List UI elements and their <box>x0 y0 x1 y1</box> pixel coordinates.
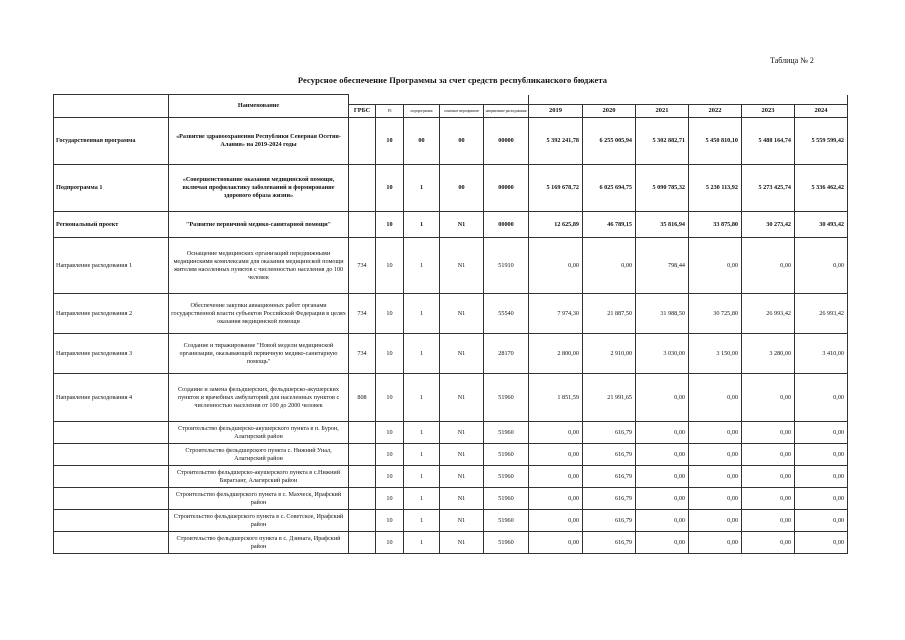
cell-subprogram: 1 <box>404 294 440 334</box>
cell-main-event: N1 <box>440 444 484 466</box>
cell-year-value: 31 988,50 <box>636 294 689 334</box>
cell-main-event: N1 <box>440 422 484 444</box>
cell-subprogram: 1 <box>404 466 440 488</box>
cell-year-value: 30 493,42 <box>795 212 848 238</box>
cell-year-value: 0,00 <box>795 510 848 532</box>
cell-year-value: 0,00 <box>636 532 689 554</box>
cell-direction: 51960 <box>484 422 529 444</box>
cell-year-value: 0,00 <box>742 238 795 294</box>
cell-year-value: 5 169 678,72 <box>529 165 583 212</box>
row-label: Направление расходования 3 <box>54 334 169 374</box>
cell-direction: 28170 <box>484 334 529 374</box>
cell-grbs: 734 <box>349 334 376 374</box>
cell-year-value: 5 488 164,74 <box>742 118 795 165</box>
table-row <box>54 212 848 238</box>
cell-main-event: N1 <box>440 466 484 488</box>
cell-rz: 10 <box>376 118 404 165</box>
cell-rz: 10 <box>376 238 404 294</box>
cell-year-value: 0,00 <box>795 532 848 554</box>
header-rz: РЗ <box>376 105 404 118</box>
cell-year-value: 0,00 <box>795 466 848 488</box>
header-year: 2020 <box>583 105 636 118</box>
cell-year-value: 21 887,50 <box>583 294 636 334</box>
cell-year-value: 0,00 <box>795 238 848 294</box>
table-row <box>54 334 848 374</box>
cell-grbs <box>349 212 376 238</box>
cell-grbs <box>349 422 376 444</box>
table-row <box>54 294 848 334</box>
cell-rz: 10 <box>376 532 404 554</box>
cell-year-value: 30 725,80 <box>689 294 742 334</box>
row-label: Направление расходования 2 <box>54 294 169 334</box>
cell-year-value: 0,00 <box>689 238 742 294</box>
cell-direction: 00000 <box>484 165 529 212</box>
cell-main-event: N1 <box>440 294 484 334</box>
cell-year-value: 0,00 <box>529 532 583 554</box>
cell-year-value: 5 090 785,32 <box>636 165 689 212</box>
row-label <box>54 444 169 466</box>
table-row <box>54 118 848 165</box>
row-label: Направление расходования 4 <box>54 374 169 422</box>
cell-direction: 51960 <box>484 532 529 554</box>
cell-main-event: 00 <box>440 165 484 212</box>
table-row <box>54 165 848 212</box>
cell-main-event: N1 <box>440 334 484 374</box>
cell-year-value: 616,79 <box>583 444 636 466</box>
cell-subprogram: 00 <box>404 118 440 165</box>
row-label <box>54 488 169 510</box>
header-direction: направление расходования <box>484 105 529 118</box>
cell-subprogram: 1 <box>404 238 440 294</box>
resource-table <box>53 94 848 554</box>
cell-rz: 10 <box>376 165 404 212</box>
cell-rz: 10 <box>376 374 404 422</box>
cell-year-value: 0,00 <box>742 532 795 554</box>
cell-year-value: 616,79 <box>583 532 636 554</box>
cell-year-value: 2 800,00 <box>529 334 583 374</box>
cell-year-value: 0,00 <box>529 238 583 294</box>
row-label: Подпрограмма 1 <box>54 165 169 212</box>
cell-subprogram: 1 <box>404 488 440 510</box>
cell-year-value: 616,79 <box>583 488 636 510</box>
cell-subprogram: 1 <box>404 165 440 212</box>
cell-year-value: 616,79 <box>583 466 636 488</box>
cell-year-value: 0,00 <box>742 510 795 532</box>
header-subprogram: подпрограмма <box>404 105 440 118</box>
cell-year-value: 0,00 <box>742 422 795 444</box>
cell-year-value: 0,00 <box>583 238 636 294</box>
cell-year-value: 21 991,65 <box>583 374 636 422</box>
cell-year-value: 0,00 <box>529 510 583 532</box>
table-row <box>54 532 848 554</box>
cell-year-value: 0,00 <box>795 488 848 510</box>
cell-year-value: 0,00 <box>529 422 583 444</box>
cell-grbs <box>349 118 376 165</box>
row-name: Оснащение медицинских организаций передвижными медицинскими комплексами для оказания медицинской помощи жителям населенных пунктов с численностью населения до 100 человек <box>169 238 349 294</box>
cell-direction: 51960 <box>484 374 529 422</box>
cell-year-value: 46 789,15 <box>583 212 636 238</box>
header-year: 2022 <box>689 105 742 118</box>
cell-main-event: N1 <box>440 510 484 532</box>
cell-grbs: 734 <box>349 238 376 294</box>
cell-year-value: 7 974,30 <box>529 294 583 334</box>
cell-direction: 00000 <box>484 118 529 165</box>
cell-main-event: N1 <box>440 212 484 238</box>
table-row <box>54 488 848 510</box>
cell-year-value: 0,00 <box>636 510 689 532</box>
cell-year-value: 1 851,59 <box>529 374 583 422</box>
row-name: Строительство фельдшерско-акушерского пункта в п. Бурон, Алагирский район <box>169 422 349 444</box>
row-name: Строительство фельдшерско-акушерского пункта в с.Нижний Бирагзанг, Алагирский район <box>169 466 349 488</box>
cell-year-value: 0,00 <box>689 422 742 444</box>
cell-year-value: 5 336 462,42 <box>795 165 848 212</box>
cell-year-value: 3 150,00 <box>689 334 742 374</box>
cell-year-value: 6 025 694,75 <box>583 165 636 212</box>
cell-subprogram: 1 <box>404 444 440 466</box>
cell-year-value: 0,00 <box>529 444 583 466</box>
cell-year-value: 26 993,42 <box>795 294 848 334</box>
header-year: 2019 <box>529 105 583 118</box>
cell-main-event: N1 <box>440 488 484 510</box>
cell-main-event: N1 <box>440 532 484 554</box>
row-label: Направление расходования 1 <box>54 238 169 294</box>
cell-direction: 51960 <box>484 444 529 466</box>
cell-rz: 10 <box>376 466 404 488</box>
cell-year-value: 0,00 <box>742 466 795 488</box>
cell-subprogram: 1 <box>404 334 440 374</box>
cell-year-value: 3 280,00 <box>742 334 795 374</box>
cell-year-value: 5 392 241,78 <box>529 118 583 165</box>
cell-direction: 00000 <box>484 212 529 238</box>
row-name: Создание и тиражирование "Новой модели медицинской организации, оказывающей первичную медико-санитарную помощь" <box>169 334 349 374</box>
cell-year-value: 0,00 <box>689 510 742 532</box>
cell-year-value: 616,79 <box>583 510 636 532</box>
cell-direction: 51960 <box>484 488 529 510</box>
cell-year-value: 12 625,89 <box>529 212 583 238</box>
cell-year-value: 5 230 113,92 <box>689 165 742 212</box>
cell-year-value: 26 993,42 <box>742 294 795 334</box>
row-name: Строительство фельдшерского пункта в с. Советское, Ирафский район <box>169 510 349 532</box>
cell-year-value: 5 559 599,42 <box>795 118 848 165</box>
row-label <box>54 466 169 488</box>
cell-year-value: 0,00 <box>529 488 583 510</box>
cell-year-value: 30 273,42 <box>742 212 795 238</box>
cell-year-value: 0,00 <box>689 444 742 466</box>
header-year: 2023 <box>742 105 795 118</box>
row-label <box>54 510 169 532</box>
cell-year-value: 0,00 <box>636 488 689 510</box>
header-year: 2024 <box>795 105 848 118</box>
cell-year-value: 0,00 <box>689 488 742 510</box>
cell-subprogram: 1 <box>404 212 440 238</box>
row-label <box>54 422 169 444</box>
cell-subprogram: 1 <box>404 374 440 422</box>
cell-rz: 10 <box>376 422 404 444</box>
table-row <box>54 510 848 532</box>
header-name: Наименование <box>169 95 349 118</box>
row-name: «Совершенствование оказания медицинской помощи, включая профилактику заболеваний и формирование здорового образа жизни» <box>169 165 349 212</box>
cell-year-value: 0,00 <box>795 422 848 444</box>
row-name: "Развитие первичной медико-санитарной помощи" <box>169 212 349 238</box>
cell-grbs <box>349 532 376 554</box>
table-body <box>54 118 848 554</box>
cell-grbs <box>349 510 376 532</box>
cell-year-value: 0,00 <box>689 532 742 554</box>
row-name: Строительство фельдшерского пункта в с. Дзинага, Ирафский район <box>169 532 349 554</box>
table-row <box>54 374 848 422</box>
table-row <box>54 444 848 466</box>
cell-year-value: 0,00 <box>636 466 689 488</box>
header-main-event: основное мероприятие <box>440 105 484 118</box>
row-name: Создание и замена фельдшерских, фельдшерско-акушерских пунктов и врачебных амбулаторий для населенных пунктов с численностью населения от 100 до 2000 человек <box>169 374 349 422</box>
cell-year-value: 0,00 <box>689 374 742 422</box>
cell-subprogram: 1 <box>404 510 440 532</box>
cell-main-event: N1 <box>440 374 484 422</box>
cell-year-value: 5 273 425,74 <box>742 165 795 212</box>
row-name: Строительство фельдшерского пункта с. Нижний Унал, Алагирский район <box>169 444 349 466</box>
cell-grbs <box>349 466 376 488</box>
cell-year-value: 3 410,00 <box>795 334 848 374</box>
table-row <box>54 238 848 294</box>
cell-subprogram: 1 <box>404 532 440 554</box>
cell-year-value: 0,00 <box>795 444 848 466</box>
cell-year-value: 0,00 <box>742 488 795 510</box>
cell-year-value: 616,79 <box>583 422 636 444</box>
cell-year-value: 5 302 882,71 <box>636 118 689 165</box>
cell-grbs: 734 <box>349 294 376 334</box>
document-title: Ресурсное обеспечение Программы за счет средств республиканского бюджета <box>297 75 608 85</box>
cell-year-value: 6 255 005,94 <box>583 118 636 165</box>
cell-year-value: 0,00 <box>636 422 689 444</box>
row-label: Государственная программа <box>54 118 169 165</box>
row-name: «Развитие здравоохранения Республики Северная Осетия-Алания» на 2019-2024 годы <box>169 118 349 165</box>
cell-year-value: 35 816,94 <box>636 212 689 238</box>
cell-direction: 51960 <box>484 510 529 532</box>
cell-rz: 10 <box>376 510 404 532</box>
header-grbs: ГРБС <box>349 105 376 118</box>
cell-subprogram: 1 <box>404 422 440 444</box>
table-row <box>54 422 848 444</box>
cell-rz: 10 <box>376 444 404 466</box>
cell-year-value: 0,00 <box>742 444 795 466</box>
row-label: Региональный проект <box>54 212 169 238</box>
cell-year-value: 798,44 <box>636 238 689 294</box>
cell-year-value: 0,00 <box>689 466 742 488</box>
cell-year-value: 0,00 <box>742 374 795 422</box>
cell-grbs <box>349 165 376 212</box>
cell-year-value: 2 910,00 <box>583 334 636 374</box>
header-year: 2021 <box>636 105 689 118</box>
table-row <box>54 466 848 488</box>
cell-rz: 10 <box>376 294 404 334</box>
cell-direction: 51910 <box>484 238 529 294</box>
row-name: Обеспечение закупки авиационных работ органами государственной власти субъектов Российской Федерации в целях оказания медицинской помощи <box>169 294 349 334</box>
table-number-label: Таблица № 2 <box>770 56 814 65</box>
cell-rz: 10 <box>376 334 404 374</box>
cell-year-value: 0,00 <box>636 444 689 466</box>
row-name: Строительство фельдшерского пункта в с. Махческ, Ирафский район <box>169 488 349 510</box>
cell-year-value: 0,00 <box>795 374 848 422</box>
cell-year-value: 0,00 <box>636 374 689 422</box>
header-blank <box>54 95 169 118</box>
cell-rz: 10 <box>376 488 404 510</box>
cell-year-value: 3 030,00 <box>636 334 689 374</box>
cell-year-value: 33 875,80 <box>689 212 742 238</box>
cell-direction: 55540 <box>484 294 529 334</box>
cell-year-value: 5 450 810,10 <box>689 118 742 165</box>
cell-grbs <box>349 444 376 466</box>
cell-grbs: 808 <box>349 374 376 422</box>
cell-year-value: 0,00 <box>529 466 583 488</box>
cell-grbs <box>349 488 376 510</box>
cell-direction: 51960 <box>484 466 529 488</box>
cell-rz: 10 <box>376 212 404 238</box>
row-label <box>54 532 169 554</box>
cell-main-event: N1 <box>440 238 484 294</box>
cell-main-event: 00 <box>440 118 484 165</box>
